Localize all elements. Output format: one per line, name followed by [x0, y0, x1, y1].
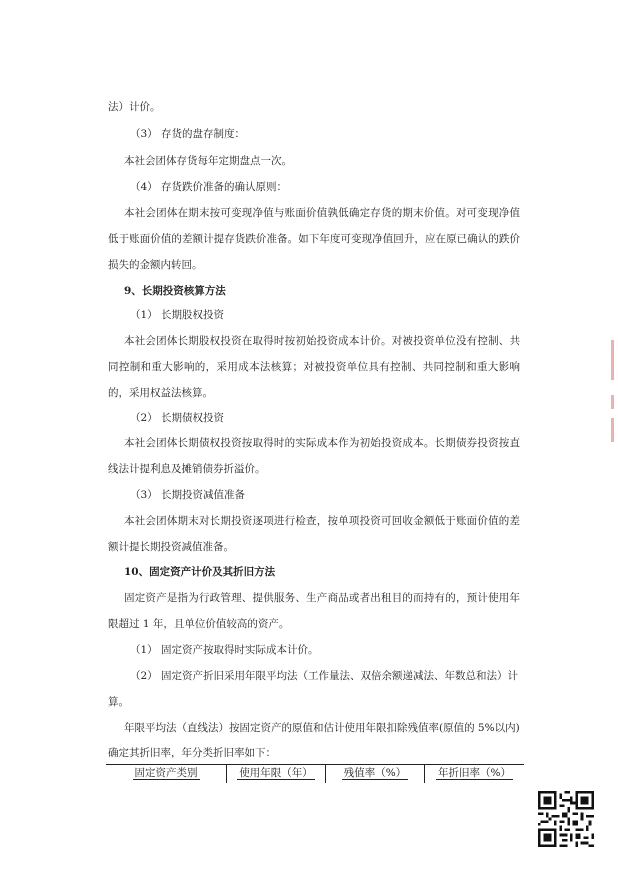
text-line: 本社会团体存货每年定期盘点一次。 — [124, 155, 292, 167]
table-header-residual: 残值率（%） — [343, 767, 407, 779]
text-line: 固定资产是指为行政管理、提供服务、生产商品或者出租目的而持有的，预计使用年 — [124, 592, 520, 604]
subheading: （1） 长期股权投资 — [130, 309, 225, 321]
text-line: （1） 固定资产按取得时实际成本计价。 — [130, 644, 319, 656]
seal-edge-mark — [611, 340, 614, 380]
text-line: 限超过 1 年，且单位价值较高的资产。 — [108, 618, 290, 630]
qr-code-icon — [538, 791, 594, 847]
seal-edge-mark — [611, 395, 614, 409]
seal-edge-mark — [611, 418, 614, 442]
text-line: 本社会团体在期末按可变现净值与账面价值孰低确定存货的期末价值。对可变现净值 — [124, 207, 520, 219]
text-line: 损失的金额内转回。 — [108, 259, 203, 271]
text-line: 低于账面价值的差额计提存货跌价准备。如下年度可变现净值回升，应在原已确认的跌价 — [108, 233, 520, 245]
text-line: 本社会团体期末对长期投资逐项进行检查，按单项投资可回收金额低于账面价值的差 — [124, 515, 520, 527]
text-line: 线法计提利息及摊销债券折溢价。 — [108, 463, 266, 475]
subheading: （2） 长期债权投资 — [130, 412, 225, 424]
text-line: 确定其折旧率，年分类折旧率如下： — [108, 747, 276, 759]
text-line: 的，采用权益法核算。 — [108, 387, 213, 399]
text-line: 同控制和重大影响的，采用成本法核算；对被投资单位具有控制、共同控制和重大影响 — [108, 361, 520, 373]
text-line: 本社会团体长期股权投资在取得时按初始投资成本计价。对被投资单位没有控制、共 — [124, 335, 520, 347]
subheading: （3） 存货的盘存制度： — [130, 128, 246, 140]
subheading: （3） 长期投资减值准备 — [130, 489, 246, 501]
section-heading: 9、长期投资核算方法 — [124, 285, 226, 297]
table-header-rate: 年折旧率（%） — [438, 767, 511, 779]
subheading: （4） 存货跌价准备的确认原则： — [130, 181, 288, 193]
table-header-years: 使用年限（年） — [239, 767, 313, 779]
text-line: 算。 — [108, 696, 129, 708]
text-line: 本社会团体长期债权投资按取得时的实际成本作为初始投资成本。长期债券投资按直 — [124, 437, 520, 449]
depreciation-table — [106, 764, 524, 779]
text-line: （2） 固定资产折旧采用年限平均法（工作量法、双倍余额递减法、年数总和法）计 — [130, 670, 519, 682]
table-header-category: 固定资产类别 — [134, 767, 198, 779]
text-line: 年限平均法（直线法）按固定资产的原值和估计使用年限扣除残值率(原值的 5%以内) — [124, 722, 520, 734]
section-heading: 10、固定资产计价及其折旧方法 — [124, 566, 276, 578]
text-line: 法）计价。 — [108, 101, 161, 113]
text-line: 额计提长期投资减值准备。 — [108, 541, 234, 553]
